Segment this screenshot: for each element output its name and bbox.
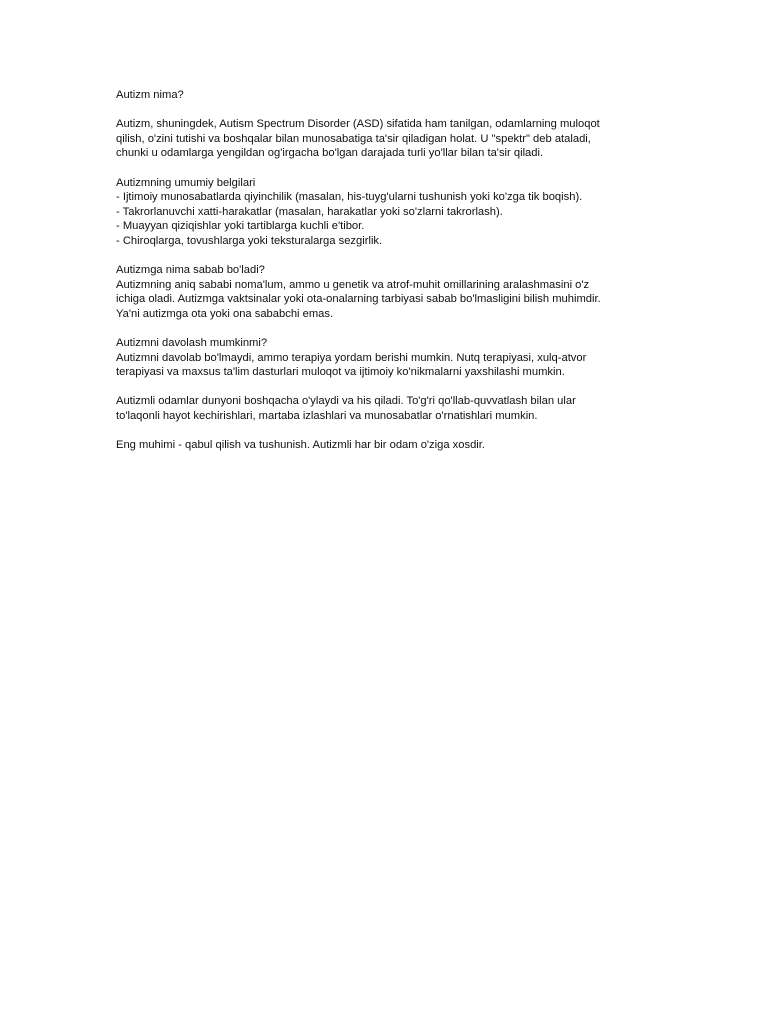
paragraph-line: Autizmning aniq sababi noma'lum, ammo u genetik va atrof-muhit omillarining aralashmasini o'z [116,278,590,291]
intro-paragraph [116,117,646,161]
paragraph-line: chunki u odamlarga yengildan og'irgacha bo'lgan darajada turli yo'llar bilan ta'sir qiladi. [116,147,544,160]
paragraph-line: terapiyasi va maxsus ta'lim dasturlari muloqot va ijtimoiy ko'nikmalarni yaxshilashi mumkin. [116,366,565,379]
document-content [116,88,646,467]
paragraph-line: to'laqonli hayot kechirishlari, martaba izlashlari va munosabatlar o'rnatishlari mumkin. [116,410,538,423]
paragraph-line: Autizmni davolab bo'lmaydi, ammo terapiya yordam berishi mumkin. Nutq terapiyasi, xulq-atvor [116,351,587,364]
title-block [116,88,646,103]
paragraph-line: Autizmli odamlar dunyoni boshqacha o'ylaydi va his qiladi. To'g'ri qo'llab-quvvatlash bilan ular [116,395,576,408]
paragraph-line: Ya'ni autizmga ota yoki ona sababchi emas. [116,307,334,320]
paragraph-line: ichiga oladi. Autizmga vaktsinalar yoki ota-onalarning tarbiyasi sabab bo'lmasligini bilish muhimdir. [116,293,601,306]
causes-section [116,263,646,321]
list-item: - Chiroqlarga, tovushlarga yoki teksturalarga sezgirlik. [116,234,383,247]
document-title: Autizm nima? [116,89,184,101]
list-item: - Ijtimoiy munosabatlarda qiyinchilik (masalan, his-tuyg'ularni tushunish yoki ko'zga tik boqish). [116,191,583,204]
paragraph-line: qilish, o'zini tutishi va boshqalar bilan munosabatiga ta'sir qiladigan holat. U "spektr" deb ataladi, [116,132,591,145]
section-heading: Autizmga nima sabab bo'ladi? [116,264,265,277]
paragraph-line: Eng muhimi - qabul qilish va tushunish. Autizmli har bir odam o'ziga xosdir. [116,439,486,452]
treatment-section [116,336,646,380]
paragraph-line: Autizm, shuningdek, Autism Spectrum Disorder (ASD) sifatida ham tanilgan, odamlarning muloqot [116,118,600,131]
list-item: - Muayyan qiziqishlar yoki tartiblarga kuchli e'tibor. [116,220,365,233]
closing-paragraph [116,438,646,453]
symptoms-section [116,176,646,249]
section-heading: Autizmning umumiy belgilari [116,176,256,189]
section-heading: Autizmni davolash mumkinmi? [116,337,268,350]
support-paragraph [116,394,646,423]
list-item: - Takrorlanuvchi xatti-harakatlar (masalan, harakatlar yoki so'zlarni takrorlash). [116,205,503,218]
